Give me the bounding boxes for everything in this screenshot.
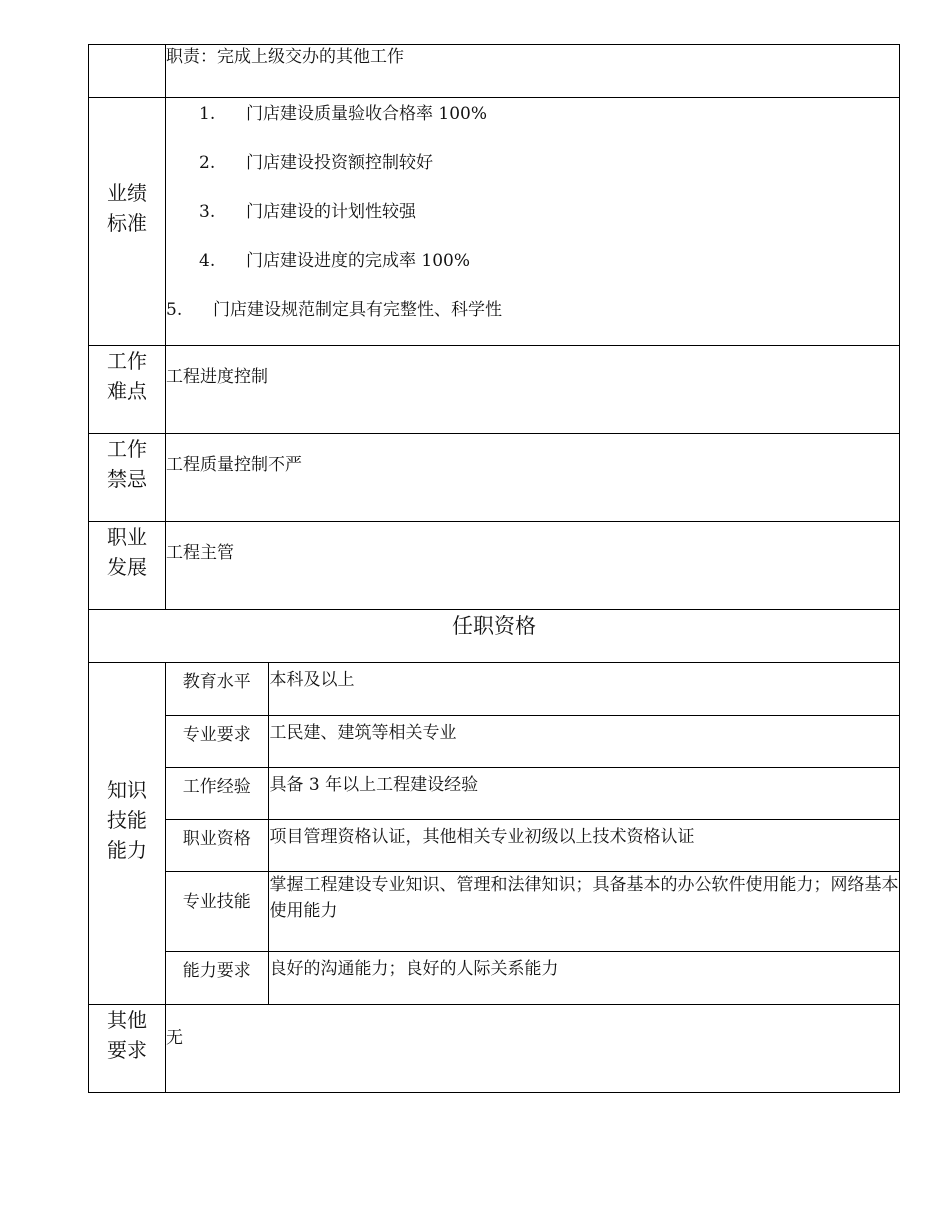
job-description-page <box>88 44 899 1093</box>
difficulty-text: 工程进度控制 <box>166 346 900 434</box>
list-item: 1. 门店建设质量验收合格率 100% <box>199 104 488 124</box>
table-row <box>166 951 899 1004</box>
knowledge-label: 知识 技能 能力 <box>89 663 166 1005</box>
skills-key: 专业技能 <box>166 871 268 951</box>
career-label: 职业 发展 <box>89 522 166 610</box>
skills-value: 掌握工程建设专业知识、管理和法律知识；具备基本的办公软件使用能力；网络基本使用能力 <box>268 871 899 951</box>
table-row <box>166 715 899 767</box>
table-row <box>166 871 899 951</box>
table-row <box>166 819 899 871</box>
other-text: 无 <box>166 1005 900 1093</box>
taboo-text: 工程质量控制不严 <box>166 434 900 522</box>
difficulty-row <box>89 346 900 434</box>
knowledge-table <box>166 663 899 1004</box>
list-item: 5. 门店建设规范制定具有完整性、科学性 <box>166 300 502 320</box>
education-value: 本科及以上 <box>268 663 899 715</box>
certification-value: 项目管理资格认证，其他相关专业初级以上技术资格认证 <box>268 819 899 871</box>
taboo-label: 工作 禁忌 <box>89 434 166 522</box>
major-key: 专业要求 <box>166 715 268 767</box>
duty-text: 职责：完成上级交办的其他工作 <box>166 45 900 98</box>
table-row <box>166 663 899 715</box>
ability-key: 能力要求 <box>166 951 268 1004</box>
other-label: 其他 要求 <box>89 1005 166 1093</box>
knowledge-row <box>89 663 900 1005</box>
performance-label: 业绩 标准 <box>89 98 166 346</box>
major-value: 工民建、建筑等相关专业 <box>268 715 899 767</box>
education-key: 教育水平 <box>166 663 268 715</box>
duty-label-cell <box>89 45 166 98</box>
career-row <box>89 522 900 610</box>
job-description-table <box>88 44 900 1093</box>
experience-key: 工作经验 <box>166 767 268 819</box>
list-item: 3. 门店建设的计划性较强 <box>199 202 416 222</box>
duty-row <box>89 45 900 98</box>
other-row <box>89 1005 900 1093</box>
list-item: 4. 门店建设进度的完成率 100% <box>199 251 471 271</box>
performance-row <box>89 98 900 346</box>
difficulty-label: 工作 难点 <box>89 346 166 434</box>
qualification-title-row <box>89 610 900 663</box>
career-text: 工程主管 <box>166 522 900 610</box>
ability-value: 良好的沟通能力；良好的人际关系能力 <box>268 951 899 1004</box>
certification-key: 职业资格 <box>166 819 268 871</box>
performance-list-cell <box>166 98 900 346</box>
qualification-title: 任职资格 <box>89 610 900 663</box>
performance-list <box>166 98 899 343</box>
experience-value: 具备 3 年以上工程建设经验 <box>268 767 899 819</box>
knowledge-cell <box>166 663 900 1005</box>
taboo-row <box>89 434 900 522</box>
table-row <box>166 767 899 819</box>
list-item: 2. 门店建设投资额控制较好 <box>199 153 433 173</box>
